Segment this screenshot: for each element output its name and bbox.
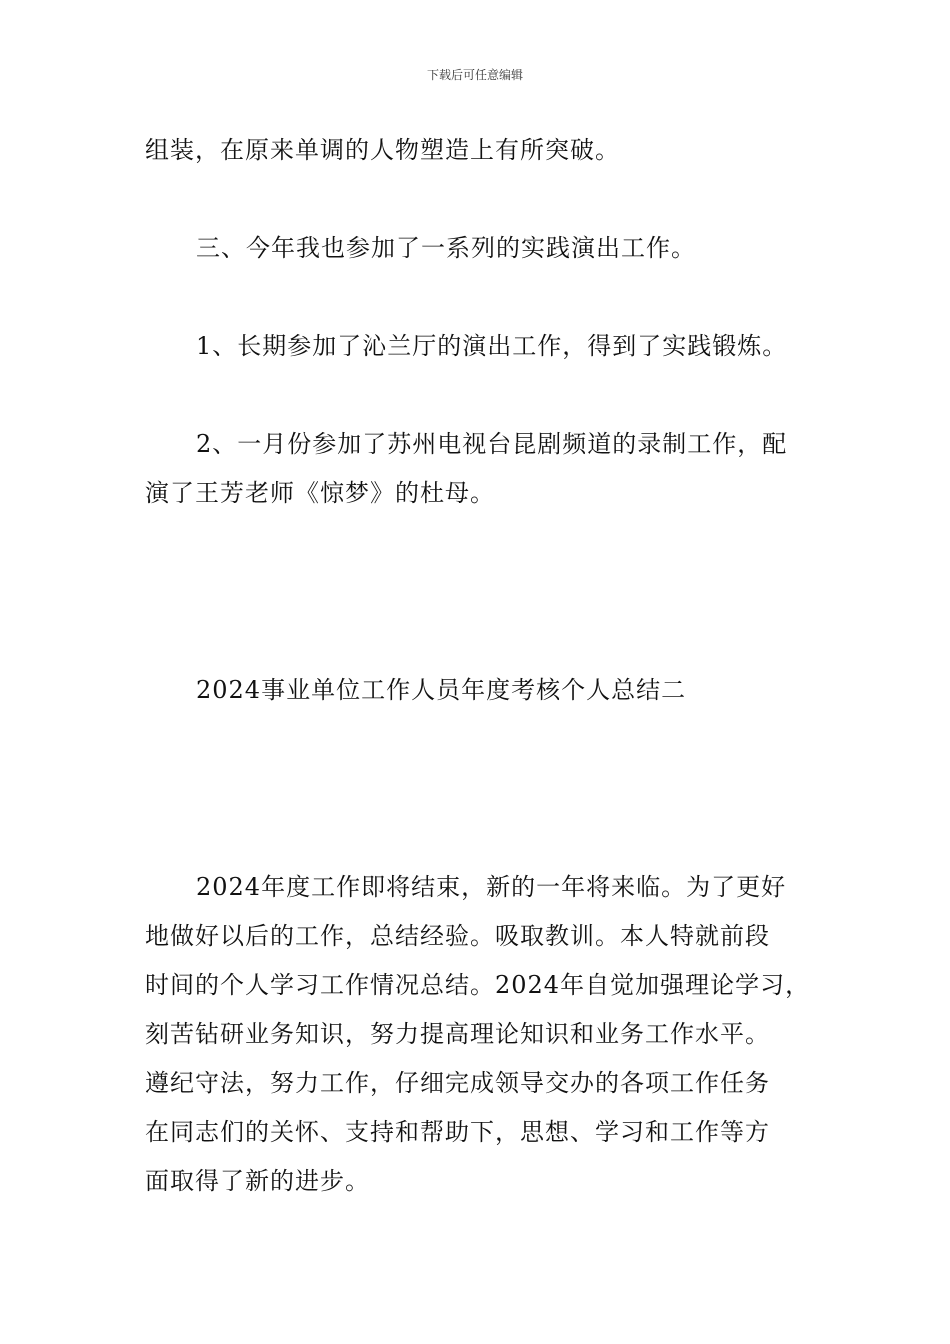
paragraph-line: 2、一月份参加了苏州电视台昆剧频道的录制工作，配 <box>196 430 788 458</box>
paragraph-line: 地做好以后的工作，总结经验。吸取教训。本人特就前段 <box>145 922 770 950</box>
paragraph-line: 2024年度工作即将结束，新的一年将来临。为了更好 <box>196 873 787 901</box>
paragraph-1 <box>145 126 810 175</box>
paragraph-4 <box>145 420 810 518</box>
paragraph-line: 刻苦钻研业务知识，努力提高理论知识和业务工作水平。 <box>145 1020 770 1048</box>
paragraph-line: 三、今年我也参加了一系列的实践演出工作。 <box>196 234 696 262</box>
paragraph-line: 遵纪守法，努力工作，仔细完成领导交办的各项工作任务 <box>145 1069 770 1097</box>
document-body <box>145 126 810 1206</box>
header-note: 下载后可任意编辑 <box>426 68 523 82</box>
paragraph-line: 时间的个人学习工作情况总结。2024年自觉加强理论学习， <box>145 971 811 999</box>
paragraph-2 <box>145 224 810 273</box>
paragraph-line: 组装，在原来单调的人物塑造上有所突破。 <box>145 136 620 164</box>
paragraph-line: 面取得了新的进步。 <box>145 1167 370 1195</box>
paragraph-line: 1、长期参加了沁兰厅的演出工作，得到了实践锻炼。 <box>196 332 788 360</box>
paragraph-3 <box>145 322 810 371</box>
section-title: 2024事业单位工作人员年度考核个人总结二 <box>196 676 687 704</box>
paragraph-line: 在同志们的关怀、支持和帮助下，思想、学习和工作等方 <box>145 1118 770 1146</box>
paragraph-line: 演了王芳老师《惊梦》的杜母。 <box>145 479 495 507</box>
paragraph-5 <box>145 863 810 1206</box>
